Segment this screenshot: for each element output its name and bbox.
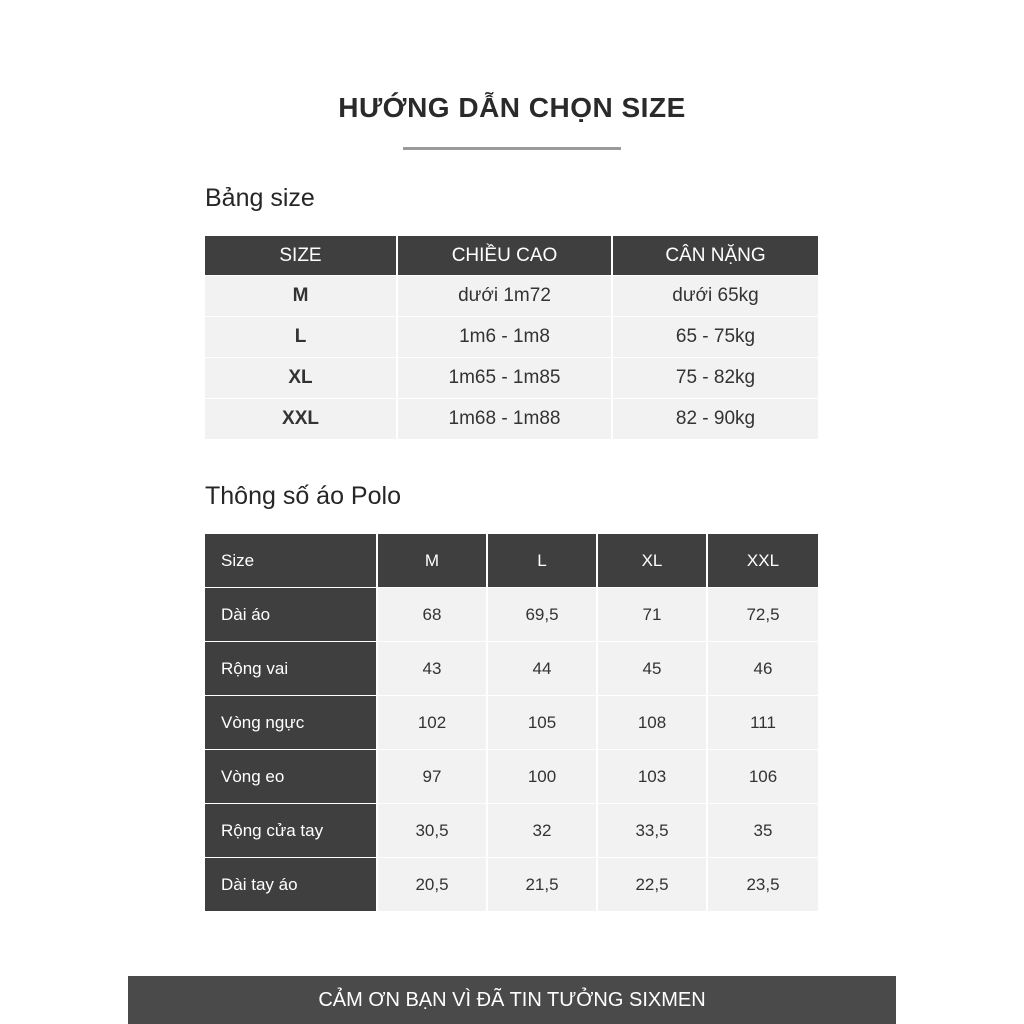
height-cell: 1m6 - 1m8 [397,317,612,358]
value-cell: 108 [597,696,707,750]
polo-table-column-header: L [487,534,597,588]
value-cell: 20,5 [377,858,487,912]
size-table-column-header: SIZE [205,236,397,276]
row-label: Rộng cửa tay [205,804,377,858]
row-label: Vòng ngực [205,696,377,750]
value-cell: 21,5 [487,858,597,912]
height-cell: dưới 1m72 [397,276,612,317]
height-cell: 1m65 - 1m85 [397,358,612,399]
value-cell: 100 [487,750,597,804]
polo-table-column-header: M [377,534,487,588]
value-cell: 33,5 [597,804,707,858]
value-cell: 35 [707,804,818,858]
polo-table-header-row [205,534,818,588]
footer-banner: CẢM ƠN BẠN VÌ ĐÃ TIN TƯỞNG SIXMEN [128,976,896,1024]
size-table [205,236,818,439]
size-table-column-header: CÂN NẶNG [612,236,818,276]
value-cell: 46 [707,642,818,696]
table-row [205,750,818,804]
value-cell: 97 [377,750,487,804]
weight-cell: 82 - 90kg [612,399,818,440]
polo-table-column-header: XL [597,534,707,588]
title-divider [403,147,621,150]
table-row [205,804,818,858]
value-cell: 102 [377,696,487,750]
size-table-column-header: CHIỀU CAO [397,236,612,276]
value-cell: 111 [707,696,818,750]
value-cell: 45 [597,642,707,696]
height-cell: 1m68 - 1m88 [397,399,612,440]
table-row [205,588,818,642]
value-cell: 103 [597,750,707,804]
size-cell: XXL [205,399,397,440]
value-cell: 43 [377,642,487,696]
table-row [205,276,818,317]
value-cell: 71 [597,588,707,642]
polo-table-column-header: XXL [707,534,818,588]
value-cell: 69,5 [487,588,597,642]
row-label: Rộng vai [205,642,377,696]
row-label: Dài áo [205,588,377,642]
value-cell: 105 [487,696,597,750]
table-row [205,317,818,358]
value-cell: 44 [487,642,597,696]
value-cell: 106 [707,750,818,804]
weight-cell: 75 - 82kg [612,358,818,399]
size-table-header-row [205,236,818,276]
page-title: HƯỚNG DẪN CHỌN SIZE [338,92,686,123]
size-cell: XL [205,358,397,399]
weight-cell: dưới 65kg [612,276,818,317]
polo-table-column-header: Size [205,534,377,588]
row-label: Vòng eo [205,750,377,804]
row-label: Dài tay áo [205,858,377,912]
table-row [205,358,818,399]
table-row [205,858,818,912]
polo-spec-table [205,534,818,911]
weight-cell: 65 - 75kg [612,317,818,358]
table-row [205,696,818,750]
polo-table-heading: Thông số áo Polo [205,482,401,510]
value-cell: 68 [377,588,487,642]
value-cell: 30,5 [377,804,487,858]
value-cell: 22,5 [597,858,707,912]
value-cell: 72,5 [707,588,818,642]
value-cell: 32 [487,804,597,858]
size-cell: M [205,276,397,317]
table-row [205,642,818,696]
table-row [205,399,818,440]
value-cell: 23,5 [707,858,818,912]
size-cell: L [205,317,397,358]
size-table-heading: Bảng size [205,184,315,212]
